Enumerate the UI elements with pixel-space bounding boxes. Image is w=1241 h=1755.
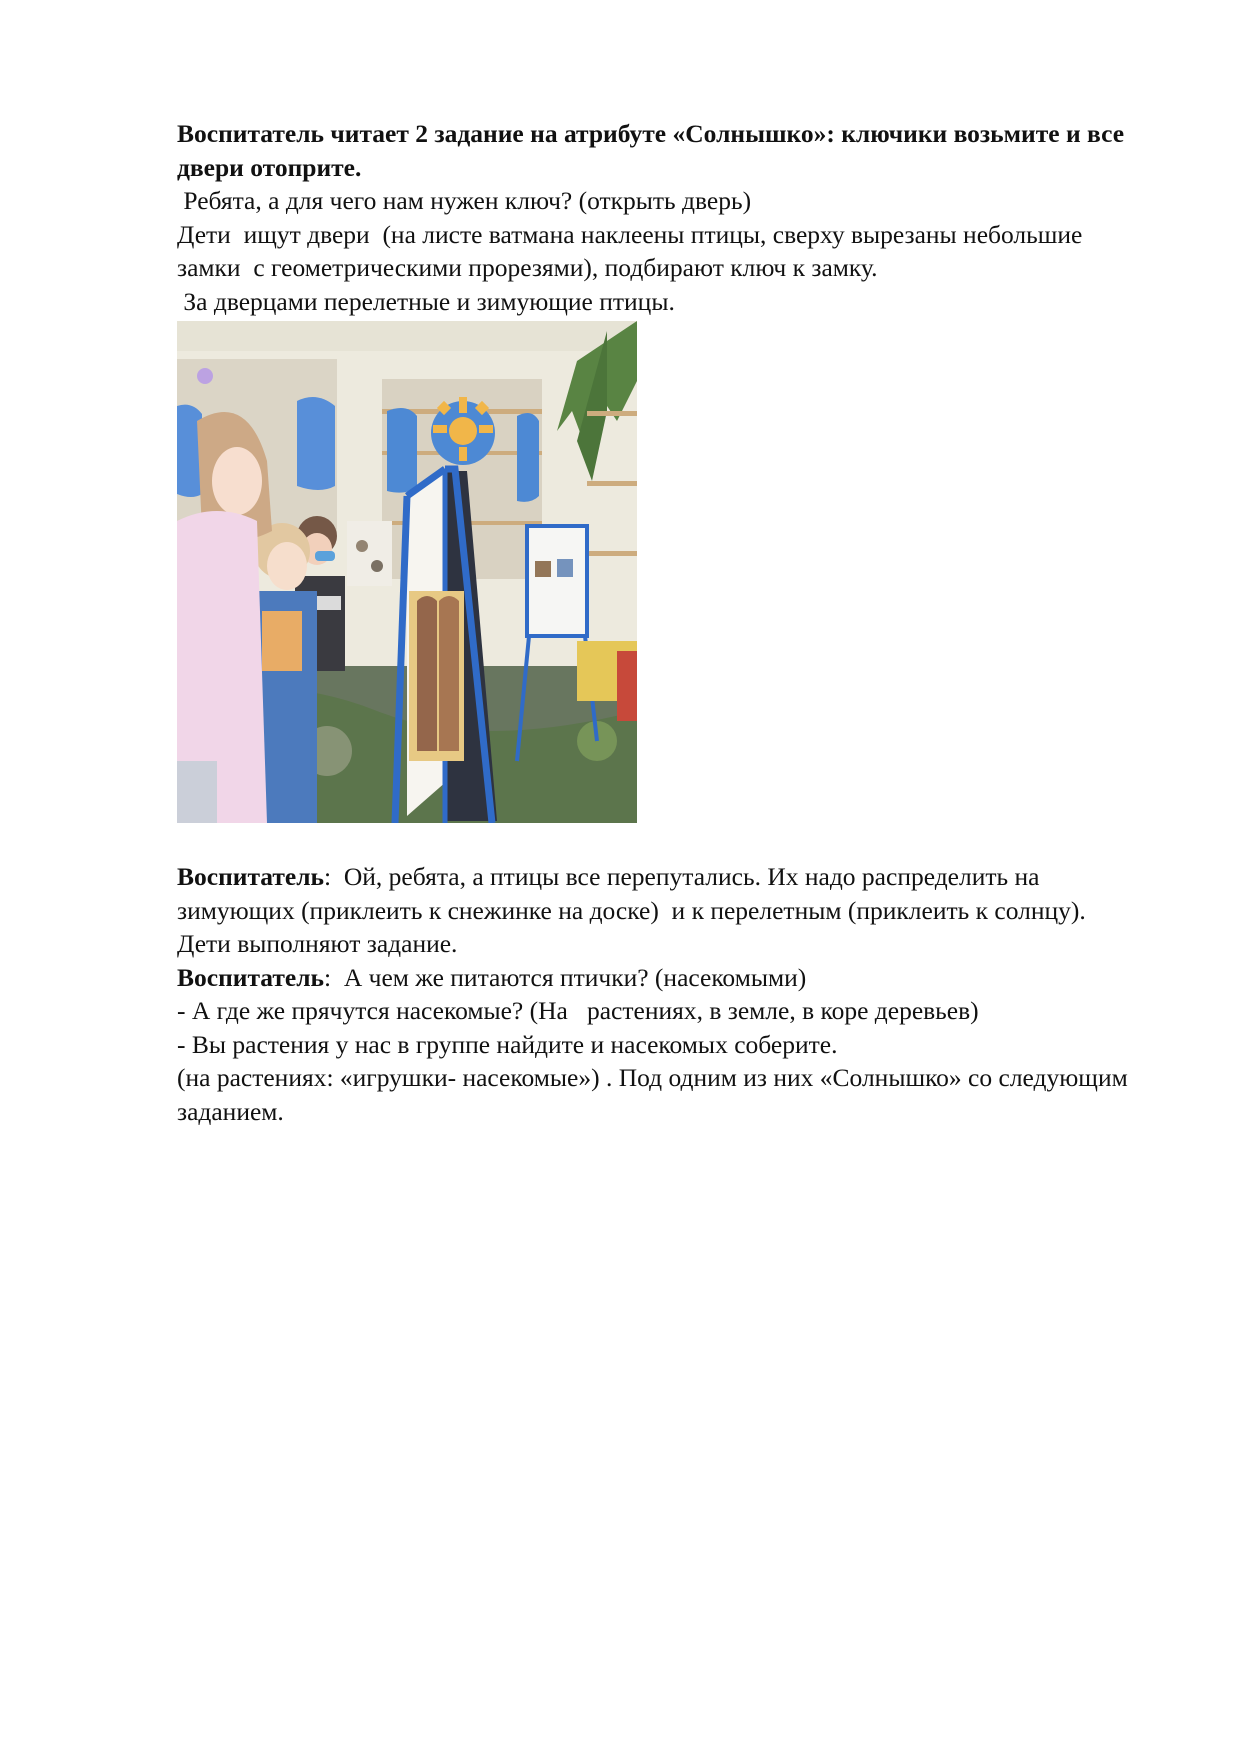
classroom-photo	[177, 321, 637, 823]
insects-hide-line: - А где же прячутся насекомые? (На растениях, в земле, в коре деревьев)	[177, 996, 979, 1025]
children-action-paragraph: Дети ищут двери (на листе ватмана наклеены птицы, сверху вырезаны небольшие замки с геометрическими прорезями), подбирают ключ к замку.	[177, 219, 1089, 282]
speaker-label: Воспитатель	[177, 962, 325, 992]
teacher-line-2	[177, 961, 1137, 995]
find-plants-line: - Вы растения у нас в группе найдите и насекомых соберите.	[177, 1029, 838, 1059]
document-page	[177, 117, 1137, 1128]
photo-illustration	[177, 321, 637, 823]
teacher-line-1	[177, 860, 1137, 961]
speaker-label: Воспитатель	[177, 862, 325, 891]
speech-text: : А чем же питаются птички? (насекомыми)	[324, 962, 807, 992]
behind-doors-line: За дверцами перелетные и зимующие птицы.	[177, 286, 675, 316]
speech-text: : Ой, ребята, а птицы все перепутались. Их надо распределить на зимующих (приклеить к снежинке на доске) и к перелетным (приклеить к солнцу). Дети выполняют задание.	[177, 862, 1099, 958]
spacer	[177, 823, 1137, 860]
question-line: Ребята, а для чего нам нужен ключ? (открыть дверь)	[177, 186, 752, 215]
toys-line: (на растениях: «игрушки- насекомые») . Под одним из них «Солнышко» со следующим заданием.	[177, 1063, 1135, 1126]
task-heading: Воспитатель читает 2 задание на атрибуте «Солнышко»: ключики возьмите и все двери отоприте.	[177, 119, 1131, 182]
